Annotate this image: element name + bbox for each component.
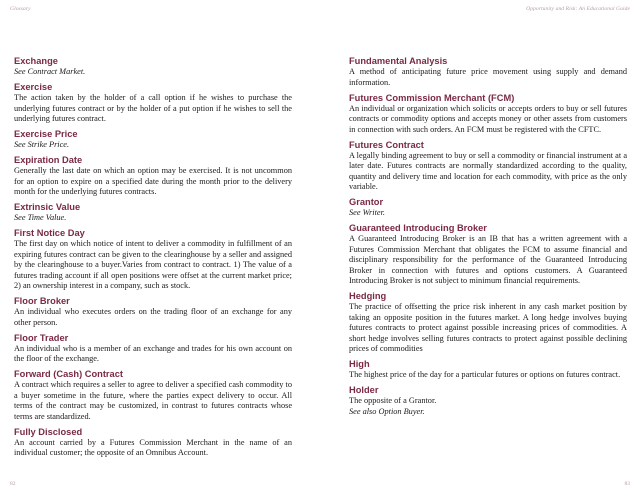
glossary-entry [14, 155, 292, 198]
glossary-definition: A legally binding agreement to buy or sell a commodity or financial instrument at a later date. Futures contracts are normally standardized according to the quality, quantity and delivery time and location for each commodity, with price as the only variable. [349, 150, 627, 191]
glossary-entry [14, 427, 292, 459]
glossary-term: First Notice Day [14, 228, 85, 238]
glossary-definition: See Contract Market. [14, 67, 86, 76]
glossary-definition: The highest price of the day for a particular futures or options on futures contract. [349, 370, 621, 379]
glossary-term: Exchange [14, 56, 58, 66]
glossary-definition: An individual or organization which solicits or accepts orders to buy or sell futures contracts or commodity options and accepts money or other assets from customers in connection with such orders. An FCM must be registered with the CFTC. [349, 103, 627, 134]
glossary-term: Exercise [14, 82, 53, 92]
running-head-left: Glossary [10, 6, 31, 12]
glossary-definition: The action taken by the holder of a call option if he wishes to purchase the underlying futures contract or by the holder of a put option if he wishes to sell the underlying futures contract. [14, 93, 292, 123]
glossary-entry [14, 82, 292, 125]
glossary-definition: The first day on which notice of intent to deliver a commodity in fulfillment of an expiring futures contract can be given to the clearinghouse by a seller and assigned by the clearinghouse to a buyer.Varies from contract to contract. 1) The value of a futures trading account if all open positions were offset at the current market price; 2) an ownership interest in a company, such as stock. [14, 239, 292, 290]
glossary-definition: See Writer. [349, 208, 385, 217]
glossary-definition: A Guaranteed Introducing Broker is an IB that has a written agreement with a Futures Commission Merchant that obligates the FCM to assume financial and disciplinary responsibility for the performance of the Guaranteed Introducing Broker in connection with futures and options customers. A Guaranteed Introducing Broker is not subject to minimum financial requirements. [349, 234, 627, 285]
glossary-term: Expiration Date [14, 155, 83, 165]
glossary-entry [14, 296, 292, 328]
glossary-term: Guaranteed Introducing Broker [349, 223, 487, 233]
glossary-term: High [349, 359, 370, 369]
glossary-term: Holder [349, 385, 379, 395]
glossary-column-left [14, 56, 292, 459]
glossary-definition: An account carried by a Futures Commission Merchant in the name of an individual customer; the opposite of an Omnibus Account. [14, 437, 292, 457]
glossary-entry [14, 228, 292, 292]
glossary-entry [349, 197, 627, 219]
glossary-entry [14, 333, 292, 365]
glossary-term: Futures Commission Merchant (FCM) [349, 92, 515, 103]
glossary-term: Futures Contract [349, 139, 424, 150]
glossary-definition: The opposite of a Grantor. [349, 396, 437, 405]
glossary-definition: A contract which requires a seller to agree to deliver a specified cash commodity to a buyer sometime in the future, where the parties expect delivery to occur. All terms of the contract may be customized, in contrast to futures contracts whose terms are standardized. [14, 380, 292, 421]
glossary-term: Floor Trader [14, 332, 69, 343]
glossary-term: Fully Disclosed [14, 426, 83, 437]
glossary-term: Extrinsic Value [14, 202, 81, 212]
glossary-definition: The practice of offsetting the price risk inherent in any cash market position by taking an opposite position in the futures market. A long hedge involves buying futures contracts to protect against possible increasing prices of commodities. A short hedge involves selling futures contracts to protect against possible declining prices of commodities [349, 302, 627, 353]
glossary-entry [349, 359, 627, 381]
glossary-cross-reference: See also Option Buyer. [349, 406, 425, 416]
glossary-definition: A method of anticipating future price movement using supply and demand information. [349, 67, 627, 87]
glossary-term: Exercise Price [14, 129, 78, 139]
glossary-entry [14, 369, 292, 422]
page-number-right: 83 [624, 481, 630, 487]
glossary-term: Grantor [349, 197, 384, 207]
glossary-entry [349, 223, 627, 287]
running-head-right: Opportunity and Risk: An Educational Guide [526, 6, 630, 12]
glossary-column-right [349, 56, 627, 417]
glossary-definition: An individual who executes orders on the trading floor of an exchange for any other person. [14, 307, 292, 327]
page-number-left: 82 [10, 481, 16, 487]
glossary-entry [349, 291, 627, 355]
glossary-term: Floor Broker [14, 296, 70, 306]
glossary-definition: See Strike Price. [14, 140, 70, 149]
glossary-term: Hedging [349, 291, 387, 301]
glossary-entry [14, 202, 292, 224]
glossary-term: Forward (Cash) Contract [14, 369, 123, 379]
glossary-entry [349, 385, 627, 417]
glossary-entry [349, 140, 627, 193]
glossary-definition: An individual who is a member of an exchange and trades for his own account on the floor of the exchange. [14, 343, 292, 363]
glossary-definition: Generally the last date on which an option may be exercised. It is not uncommon for an option to expire on a specified date during the month prior to the delivery month for the underlying futures contracts. [14, 166, 292, 196]
glossary-definition: See Time Value. [14, 213, 67, 222]
glossary-entry [14, 56, 292, 78]
glossary-term: Fundamental Analysis [349, 56, 448, 66]
glossary-entry [14, 129, 292, 151]
glossary-entry [349, 93, 627, 136]
glossary-entry [349, 56, 627, 88]
